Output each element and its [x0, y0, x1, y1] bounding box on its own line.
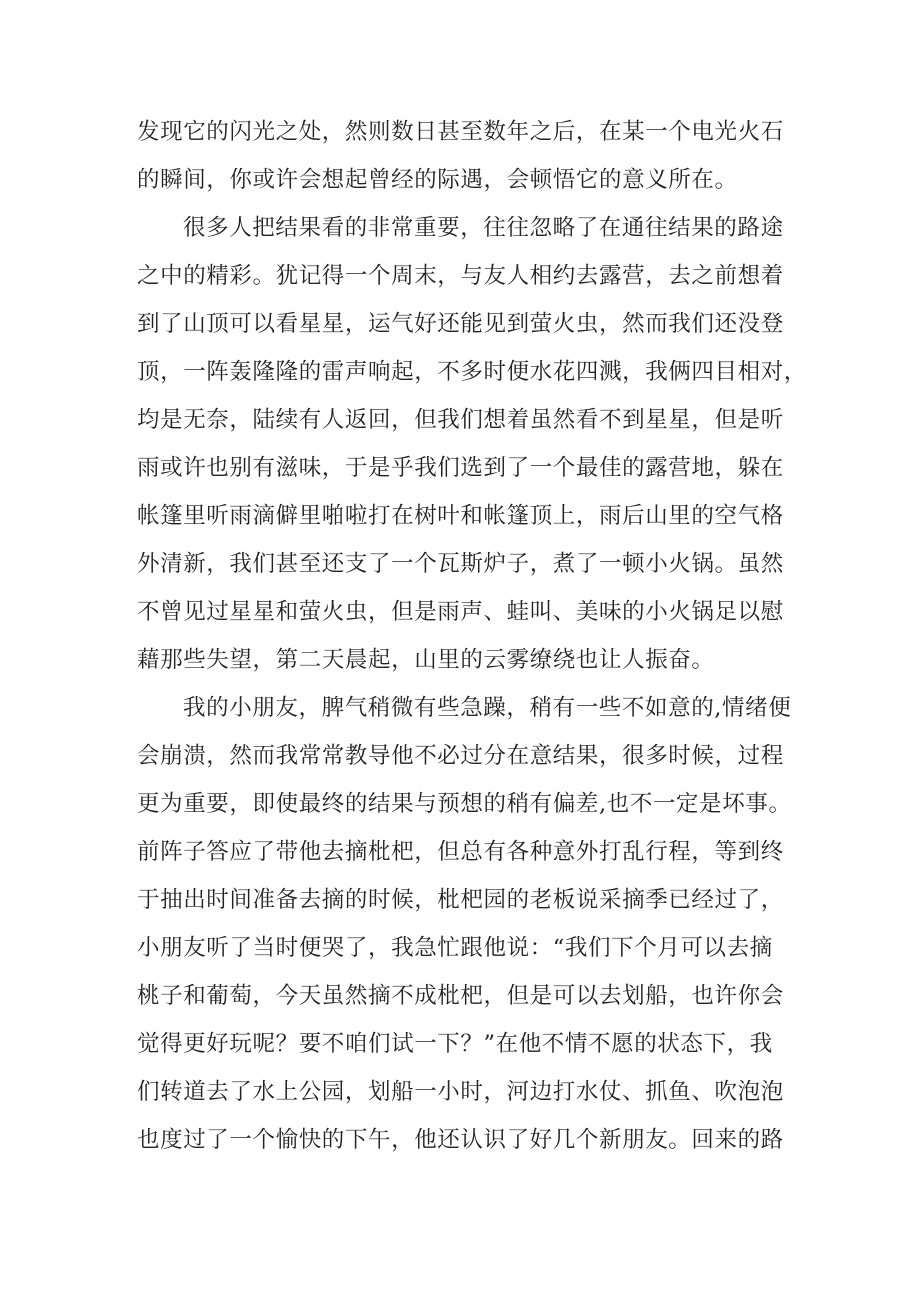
text-line: 们转道去了水上公园，划船一小时，河边打水仗、抓鱼、吹泡泡	[137, 1079, 784, 1105]
text-line: 觉得更好玩呢？要不咱们试一下？”在他不情不愿的状态下，我	[137, 1031, 773, 1057]
paragraph-start-line: 很多人把结果看的非常重要，往往忽略了在通往结果的路途	[183, 215, 784, 241]
body-text	[137, 108, 807, 1164]
text-line: 顶，一阵轰隆隆的雷声响起，不多时便水花四溅，我俩四目相对，	[137, 359, 807, 385]
text-line: 于抽出时间准备去摘的时候，枇杷园的老板说采摘季已经过了，	[137, 887, 784, 913]
text-line: 均是无奈，陆续有人返回，但我们想着虽然看不到星星，但是听	[137, 407, 784, 433]
text-line: 外清新，我们甚至还支了一个瓦斯炉子，煮了一顿小火锅。虽然	[137, 551, 784, 577]
text-line: 小朋友听了当时便哭了，我急忙跟他说：“我们下个月可以去摘	[137, 935, 773, 961]
text-line: 更为重要，即使最终的结果与预想的稍有偏差,也不一定是坏事。	[137, 791, 792, 817]
text-line: 也度过了一个愉快的下午，他还认识了好几个新朋友。回来的路	[137, 1127, 784, 1153]
text-line: 帐篷里听雨滴僻里啪啦打在树叶和帐篷顶上，雨后山里的空气格	[137, 503, 784, 529]
text-line: 到了山顶可以看星星，运气好还能见到萤火虫，然而我们还没登	[137, 311, 784, 337]
text-line: 发现它的闪光之处，然则数日甚至数年之后，在某一个电光火石	[137, 119, 784, 145]
text-line: 桃子和葡萄，今天虽然摘不成枇杷，但是可以去划船，也许你会	[137, 983, 784, 1009]
text-line: 藉那些失望，第二天晨起，山里的云雾缭绕也让人振奋。	[137, 647, 715, 673]
text-line: 会崩溃，然而我常常教导他不必过分在意结果，很多时候，过程	[137, 743, 784, 769]
text-line: 的瞬间，你或许会想起曾经的际遇，会顿悟它的意义所在。	[137, 167, 738, 193]
paragraph-start-line: 我的小朋友，脾气稍微有些急躁，稍有一些不如意的,情绪便	[183, 695, 792, 721]
text-line: 雨或许也别有滋味，于是乎我们选到了一个最佳的露营地，躲在	[137, 455, 784, 481]
text-line: 前阵子答应了带他去摘枇杷，但总有各种意外打乱行程，等到终	[137, 839, 784, 865]
text-line: 不曾见过星星和萤火虫，但是雨声、蛙叫、美味的小火锅足以慰	[137, 599, 784, 625]
text-line: 之中的精彩。犹记得一个周末，与友人相约去露营，去之前想着	[137, 263, 784, 289]
